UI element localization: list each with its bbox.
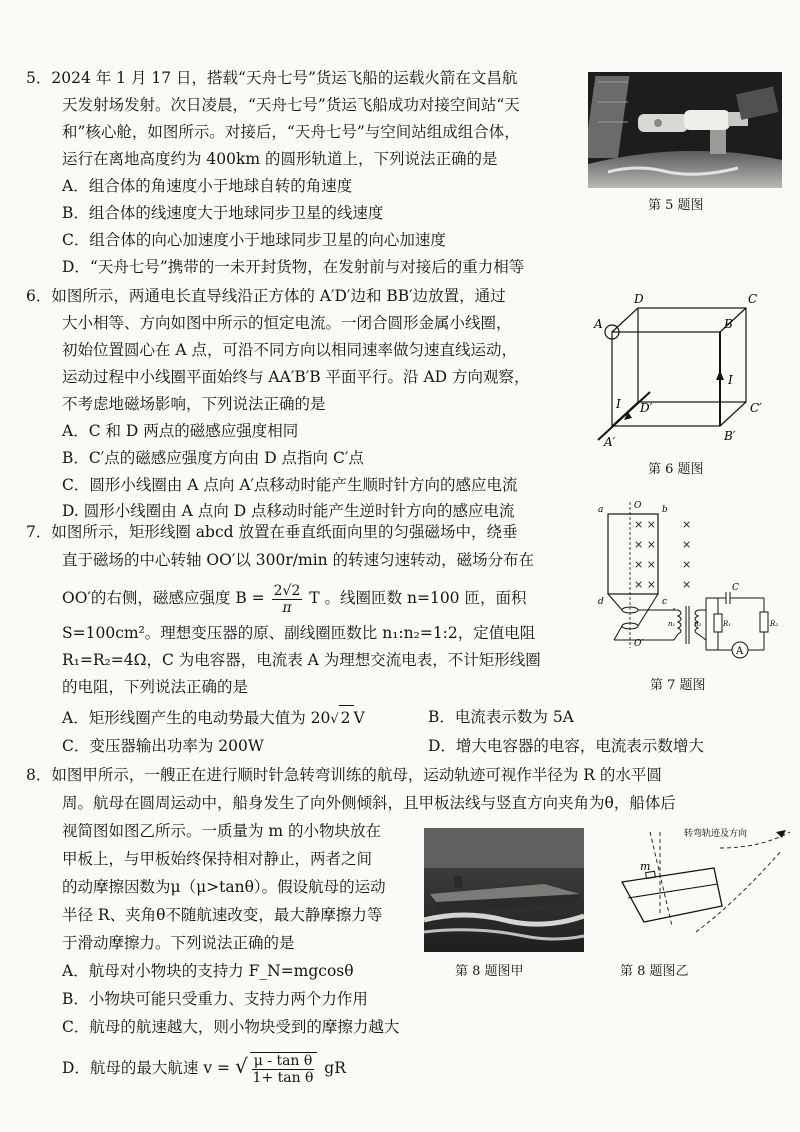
q5-option-d: D．“天舟七号”携带的一未开封货物，在发射前与对接后的重力相等 xyxy=(62,258,525,276)
cube-label-a: A xyxy=(594,317,603,331)
carrier-photo xyxy=(424,828,584,952)
q6-stem-line-3: 初始位置圆心在 A 点，可沿不同方向以相同速率做匀速直线运动， xyxy=(62,341,518,359)
capacitor-label: C xyxy=(732,583,739,593)
q8-option-c: C．航母的航速越大，则小物块受到的摩擦力越大 xyxy=(62,1018,400,1036)
svg-text:× ×: × × xyxy=(634,518,656,531)
svg-text:×: × xyxy=(682,518,692,531)
q5-option-b: B．组合体的线速度大于地球同步卫星的线速度 xyxy=(62,204,384,222)
q7-b-fraction xyxy=(272,583,303,616)
cube-label-b: B xyxy=(724,317,733,331)
q8-stem-line-4: 甲板上，与甲板始终保持相对静止，两者之间 xyxy=(62,850,373,868)
turn-track-label: 转弯轨迹及方向 xyxy=(684,829,748,839)
q8-stem-line-1: 8．如图甲所示，一艘正在进行顺时针急转弯训练的航母，运动轨迹可视作半径为 R 的水平圆 xyxy=(26,766,662,784)
block-mass-label: m xyxy=(640,860,651,873)
q5-stem-line-3: 和”核心舱，如图所示。对接后，“天舟七号”与空间站组成组合体， xyxy=(62,123,520,141)
q8-stem-line-5: 的动摩擦因数为μ（μ>tanθ）。假设航母的运动 xyxy=(62,878,386,896)
q7-option-d: D．增大电容器的电容，电流表示数增大 xyxy=(428,737,704,755)
q8-stem-line-3: 视简图如图乙所示。一质量为 m 的小物块放在 xyxy=(62,822,382,840)
q7-b-unit-rest: T 。线圈匝数 n=100 匝，面积 xyxy=(309,589,527,607)
coil-transformer-diagram xyxy=(594,500,790,670)
q5-stem-line-1: 5．2024 年 1 月 17 日，搭载“天舟七号”货运飞船的运载火箭在文昌航 xyxy=(26,69,518,87)
q7-option-a-text: A．矩形线圈产生的电动势最大值为 20 xyxy=(62,709,331,727)
svg-text:×: × xyxy=(682,558,692,571)
q5-figure-caption: 第 5 题图 xyxy=(648,198,704,213)
q8-stem-line-7: 于滑动摩擦力。下列说法正确的是 xyxy=(62,934,295,952)
q5-option-c: C．组合体的向心加速度小于地球同步卫星的向心加速度 xyxy=(62,231,446,249)
cube-label-d: D xyxy=(634,292,644,306)
q6-stem-line-4: 运动过程中小线圈平面始终与 AA′B′B 平面平行。沿 AD 方向观察， xyxy=(62,368,530,386)
q8-stem-line-2: 周。航母在圆周运动中，船身发生了向外侧倾斜，且甲板法线与竖直方向夹角为θ，船体后 xyxy=(62,794,676,812)
q6-stem-line-5: 不考虑地磁场影响，下列说法正确的是 xyxy=(62,395,326,413)
q7-option-a-radicand: 2 xyxy=(339,705,354,730)
q8-figure-b-caption: 第 8 题图乙 xyxy=(620,964,689,979)
q8-speed-denominator: 1+ tan θ xyxy=(252,1070,314,1086)
q8-figure-a-caption: 第 8 题图甲 xyxy=(455,964,524,979)
axis-label-o-prime: O′ xyxy=(634,639,644,649)
q8-option-b: B．小物块可能只受重力、支持力两个力作用 xyxy=(62,990,368,1008)
primary-turns-label: n₁ xyxy=(668,620,676,628)
q7-stem-line-4: S=100cm²。理想变压器的原、副线圈匝数比 n₁:n₂=1:2，定值电阻 xyxy=(62,624,536,642)
q6-option-b: B．C′点的磁感应强度方向由 D 点指向 C′点 xyxy=(62,449,364,467)
q8-option-d-text: D．航母的最大航速 v = xyxy=(62,1059,231,1077)
coil-label-b: b xyxy=(662,505,668,515)
q8-option-a: A．航母对小物块的支持力 F_N=mgcosθ xyxy=(62,962,354,980)
svg-text:× ×: × × xyxy=(634,538,656,551)
axis-label-o: O xyxy=(634,501,642,511)
q7-stem-line-1: 7．如图所示，矩形线圈 abcd 放置在垂直纸面向里的匀强磁场中，绕垂 xyxy=(26,523,518,541)
q6-stem-line-1: 6．如图所示，两通电长直导线沿正方体的 A′D′边和 BB′边放置，通过 xyxy=(26,287,506,305)
q7-option-a-unit: V xyxy=(353,709,365,727)
coil-label-d: d xyxy=(598,597,604,607)
q5-stem-line-4: 运行在离地高度约为 400km 的圆形轨道上，下列说法正确的是 xyxy=(62,150,498,168)
ammeter-label: A xyxy=(736,646,744,657)
q8-option-d-gr: gR xyxy=(324,1059,346,1077)
q8-speed-fraction xyxy=(250,1052,318,1086)
cube-label-c-prime: C′ xyxy=(750,401,762,415)
resistor-2-label: R₂ xyxy=(770,620,779,628)
space-station-photo xyxy=(588,72,782,188)
resistor-1-label: R₁ xyxy=(723,620,732,628)
q7-b-numerator: 2√2 xyxy=(273,582,301,599)
svg-text:×: × xyxy=(682,538,692,551)
svg-text:×: × xyxy=(682,578,692,591)
q6-figure-caption: 第 6 题图 xyxy=(648,462,704,477)
q5-option-a: A．组合体的角速度小于地球自转的角速度 xyxy=(62,177,353,195)
q7-option-a: A．矩形线圈产生的电动势最大值为 20√ 2 V xyxy=(62,705,365,732)
ship-tilt-diagram xyxy=(600,826,796,954)
q7-stem-line-5: R₁=R₂=4Ω，C 为电容器，电流表 A 为理想交流电表，不计矩形线圈 xyxy=(62,651,541,669)
q7-figure-caption: 第 7 题图 xyxy=(650,678,706,693)
svg-text:× ×: × × xyxy=(634,558,656,571)
q7-b-intro: OO′的右侧，磁感应强度 B = xyxy=(62,589,265,607)
q5-stem-line-2: 天发射场发射。次日凌晨，“天舟七号”货运飞船成功对接空间站“天 xyxy=(62,96,520,114)
q8-option-d: D．航母的最大航速 v = √ $\frac{\text{μ - tan θ}}{\text{1+ tan θ}}$ gR xyxy=(62,1053,346,1086)
coil-label-a: a xyxy=(598,505,604,515)
cube-label-b-prime: B′ xyxy=(724,429,736,443)
cube-label-c: C xyxy=(748,292,758,306)
q6-stem-line-2: 大小相等、方向如图中所示的恒定电流。一闭合圆形金属小线圈， xyxy=(62,314,512,332)
q7-b-denominator: π xyxy=(282,599,292,616)
cube-label-current-ad: I xyxy=(616,397,621,411)
q7-option-b: B．电流表示数为 5A xyxy=(428,708,574,726)
q7-option-c: C．变压器输出功率为 200W xyxy=(62,737,264,755)
cube-label-a-prime: A′ xyxy=(604,435,616,449)
q6-option-c: C．圆形小线圈由 A 点向 A′点移动时能产生顺时针方向的感应电流 xyxy=(62,476,518,494)
svg-text:× ×: × × xyxy=(634,578,656,591)
q7-stem-line-2: 直于磁场的中心转轴 OO′以 300r/min 的转速匀速转动，磁场分布在 xyxy=(62,551,535,569)
q6-option-a: A．C 和 D 两点的磁感应强度相同 xyxy=(62,422,299,440)
cube-label-current-bb: I xyxy=(728,373,733,387)
secondary-turns-label: n₂ xyxy=(694,620,702,628)
cube-label-d-prime: D′ xyxy=(640,401,653,415)
q7-stem-line-6: 的电阻，下列说法正确的是 xyxy=(62,678,249,696)
q7-stem-line-3 xyxy=(62,580,526,616)
q8-speed-numerator: μ - tan θ xyxy=(253,1053,313,1069)
cube-diagram xyxy=(590,288,790,454)
q6-option-d: D. 圆形小线圈由 A 点向 D 点移动时能产生逆时针方向的感应电流 xyxy=(62,502,515,520)
q8-stem-line-6: 半径 R、夹角θ不随航速改变，最大静摩擦力等 xyxy=(62,906,383,924)
coil-label-c: c xyxy=(662,597,668,607)
